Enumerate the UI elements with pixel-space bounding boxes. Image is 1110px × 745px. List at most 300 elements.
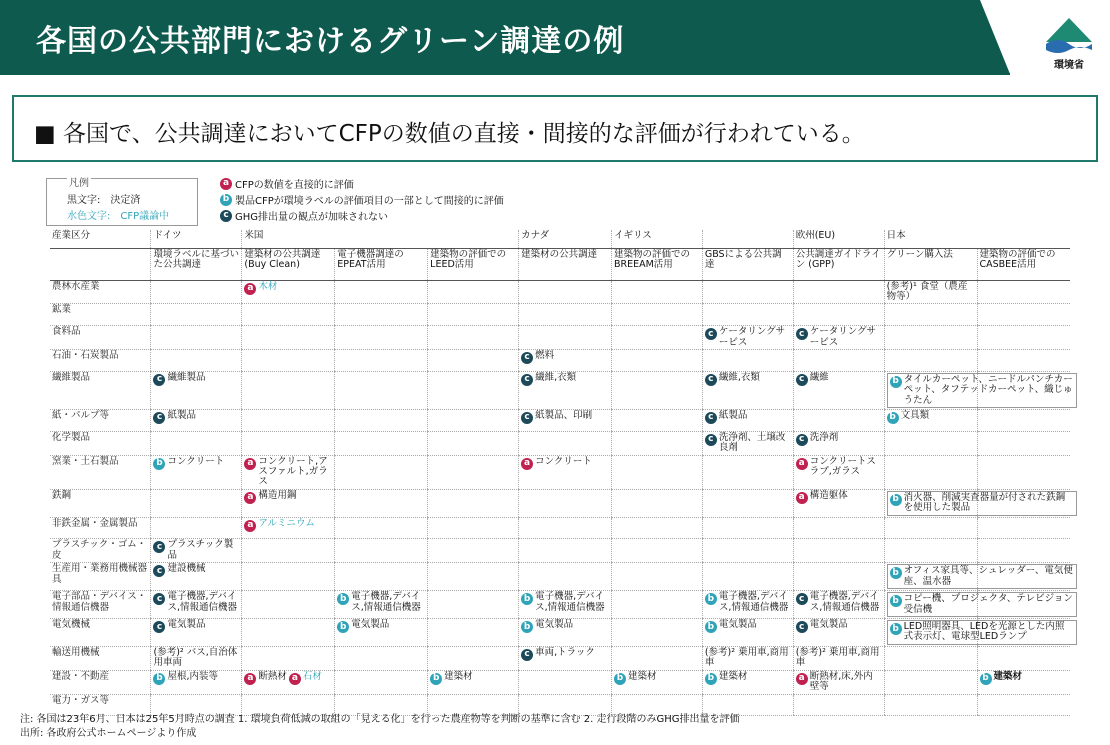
cell-text: 建設機械 bbox=[167, 563, 206, 575]
table-cell bbox=[977, 431, 1070, 455]
badge-a-icon: a bbox=[521, 458, 533, 470]
badge-c-icon: c bbox=[796, 328, 808, 340]
table-cell bbox=[702, 489, 793, 517]
table-cell bbox=[242, 431, 335, 455]
table-cell bbox=[428, 349, 519, 371]
badge-c-icon: c bbox=[220, 210, 232, 222]
industry-category: 建設・不動産 bbox=[50, 670, 151, 694]
footnote-note: 注: 各国は23年6月、日本は25年5月時点の調査 1. 環境負荷低減の取組の「見える化」を行った農産物等を判断の基準に含む 2. 走行段階のみGHG排出量を評価 bbox=[20, 714, 740, 725]
table-cell bbox=[702, 349, 793, 371]
summary-callout bbox=[12, 95, 1098, 162]
cell-entry bbox=[153, 564, 239, 577]
badge-b-icon: b bbox=[705, 621, 717, 633]
badge-b-icon: b bbox=[705, 673, 717, 685]
badge-b-icon: b bbox=[153, 673, 165, 685]
badge-b-icon: b bbox=[705, 593, 717, 605]
table-cell bbox=[611, 349, 702, 371]
table-cell bbox=[151, 591, 242, 619]
table-cell bbox=[519, 371, 612, 409]
cell-text: 建築材 bbox=[627, 670, 657, 682]
table-cell bbox=[884, 409, 977, 431]
badge-c-icon: c bbox=[796, 434, 808, 446]
cell-entry bbox=[705, 620, 791, 633]
badge-c-icon: c bbox=[153, 593, 165, 605]
table-cell bbox=[151, 409, 242, 431]
subheader: GBSによる公共調達 bbox=[702, 248, 793, 280]
cell-entry bbox=[337, 592, 425, 613]
cell-entry bbox=[887, 411, 975, 424]
footnote bbox=[20, 713, 740, 741]
table-cell bbox=[977, 349, 1070, 371]
badge-b-icon: b bbox=[890, 623, 902, 635]
cell-text: 紙製品、印刷 bbox=[535, 409, 593, 421]
cell-entry bbox=[705, 672, 791, 685]
table-cell bbox=[793, 349, 884, 371]
table-cell bbox=[519, 591, 612, 619]
table-cell bbox=[977, 539, 1070, 563]
table-cell bbox=[242, 280, 335, 304]
badge-b-icon: b bbox=[337, 621, 349, 633]
table-cell bbox=[793, 455, 884, 489]
cell-entry bbox=[521, 457, 609, 470]
badge-key-a bbox=[220, 176, 354, 191]
cell-entry bbox=[796, 491, 882, 504]
table-cell bbox=[335, 349, 428, 371]
cell-text: 建築材 bbox=[444, 670, 473, 682]
table-cell bbox=[611, 304, 702, 326]
cell-entry bbox=[244, 457, 332, 488]
table-cell bbox=[884, 304, 977, 326]
badge-a-icon: a bbox=[244, 520, 256, 532]
cell-text: 断熱材,床,外内壁等 bbox=[809, 670, 873, 693]
cell-text: タイルカーペット、ニードルパンチカーペット、タフテッドカーペット、織じゅうたん bbox=[903, 373, 1073, 406]
table-cell bbox=[519, 409, 612, 431]
badge-a-icon: a bbox=[796, 458, 808, 470]
table-cell bbox=[793, 371, 884, 409]
badge-b-icon: b bbox=[430, 673, 442, 685]
table-cell bbox=[242, 455, 335, 489]
table-cell bbox=[335, 409, 428, 431]
table-cell bbox=[793, 694, 884, 716]
badge-c-icon: c bbox=[153, 565, 165, 577]
table-cell bbox=[335, 371, 428, 409]
table-row bbox=[50, 619, 1070, 647]
table-cell bbox=[793, 670, 884, 694]
badge-c-icon: c bbox=[705, 374, 717, 386]
cell-entry bbox=[796, 457, 882, 478]
table-cell bbox=[884, 694, 977, 716]
table-cell bbox=[335, 455, 428, 489]
table-cell bbox=[884, 619, 1065, 647]
cell-text: 燃料 bbox=[535, 349, 555, 361]
badge-b-icon: b bbox=[890, 567, 902, 579]
table-cell bbox=[611, 371, 702, 409]
badge-key-b bbox=[220, 192, 504, 207]
badge-c-icon: c bbox=[153, 541, 165, 553]
table-cell bbox=[702, 371, 793, 409]
table-cell bbox=[884, 280, 977, 304]
table-row bbox=[50, 455, 1070, 489]
industry-category: 食料品 bbox=[50, 326, 151, 350]
table-cell bbox=[977, 326, 1070, 350]
table-cell bbox=[519, 455, 612, 489]
table-cell bbox=[702, 619, 793, 647]
table-cell bbox=[977, 646, 1070, 670]
cell-entry bbox=[521, 373, 609, 386]
table-cell bbox=[519, 563, 612, 591]
table-cell bbox=[884, 349, 977, 371]
table-cell bbox=[702, 409, 793, 431]
table-row bbox=[50, 409, 1070, 431]
cell-text: 構造用鋼 bbox=[258, 489, 297, 501]
cell-entry bbox=[796, 592, 882, 613]
table-cell bbox=[428, 670, 519, 694]
legend-box bbox=[46, 178, 198, 226]
table-cell bbox=[793, 539, 884, 563]
table-cell bbox=[151, 349, 242, 371]
table-cell bbox=[793, 431, 884, 455]
table-cell bbox=[519, 326, 612, 350]
badge-b-icon: b bbox=[890, 494, 902, 506]
cell-entry bbox=[705, 648, 791, 669]
badge-b-icon: b bbox=[521, 621, 533, 633]
badge-a-icon: a bbox=[796, 492, 808, 504]
country-japan: 日本 bbox=[884, 230, 1070, 248]
table-cell bbox=[335, 326, 428, 350]
badge-b-icon: b bbox=[887, 412, 899, 424]
table-cell bbox=[611, 517, 702, 539]
cell-entry bbox=[705, 411, 791, 424]
table-cell bbox=[428, 409, 519, 431]
cell-text: 消火器、削減実査器量が付された鉄鋼を使用した製品 bbox=[903, 491, 1066, 514]
cell-entry bbox=[244, 282, 332, 295]
industry-category: 化学製品 bbox=[50, 431, 151, 455]
cell-text: (参考)² 乗用車,商用車 bbox=[795, 646, 880, 669]
table-cell bbox=[519, 280, 612, 304]
cell-text: 繊維,衣類 bbox=[535, 371, 577, 383]
badge-c-icon: c bbox=[796, 593, 808, 605]
table-cell bbox=[884, 431, 977, 455]
table-cell bbox=[977, 694, 1070, 716]
cell-entry bbox=[153, 620, 239, 633]
table-cell bbox=[611, 670, 702, 694]
cell-entry bbox=[521, 411, 609, 424]
cell-entry bbox=[796, 373, 882, 386]
table-cell bbox=[884, 371, 1073, 409]
table-cell bbox=[793, 409, 884, 431]
cell-text: 建築材 bbox=[718, 670, 748, 682]
subheader: 公共調達ガイドライン (GPP) bbox=[793, 248, 884, 280]
table-cell bbox=[428, 489, 519, 517]
badge-c-icon: c bbox=[796, 621, 808, 633]
table-cell bbox=[428, 517, 519, 539]
industry-category: 紙・パルプ等 bbox=[50, 409, 151, 431]
table-cell bbox=[702, 670, 793, 694]
table-cell bbox=[151, 670, 242, 694]
cell-text: オフィス家具等、シュレッダー、電気便座、温水器 bbox=[903, 565, 1073, 587]
table-cell bbox=[611, 646, 702, 670]
industry-header: 産業区分 bbox=[50, 230, 151, 248]
table-cell bbox=[428, 431, 519, 455]
table-cell bbox=[702, 455, 793, 489]
table-cell bbox=[242, 670, 335, 694]
cell-text: 石材 bbox=[302, 670, 322, 682]
industry-subheader bbox=[50, 248, 151, 280]
table-cell bbox=[428, 619, 519, 647]
table-cell bbox=[884, 539, 977, 563]
badge-c-icon: c bbox=[521, 649, 533, 661]
table-cell bbox=[428, 563, 519, 591]
table-row bbox=[50, 517, 1070, 539]
cell-entry bbox=[705, 327, 791, 348]
table-cell bbox=[611, 409, 702, 431]
cell-text: 洗浄剤、土壌改良剤 bbox=[718, 431, 786, 454]
table-cell bbox=[977, 455, 1070, 489]
cell-entry bbox=[153, 592, 239, 613]
table-cell bbox=[977, 517, 1070, 539]
table-row bbox=[50, 304, 1070, 326]
cell-entry bbox=[796, 327, 882, 348]
cell-text: アルミニウム bbox=[258, 517, 315, 529]
table-cell bbox=[611, 619, 702, 647]
table-row bbox=[50, 431, 1070, 455]
cell-text: 洗浄剤 bbox=[809, 431, 839, 443]
footnote-source: 出所: 各政府公式ホームページより作成 bbox=[20, 728, 197, 739]
badge-b-icon: b bbox=[153, 458, 165, 470]
legend-cyan-text: 水色文字: CFP議論中 bbox=[67, 211, 170, 222]
table-cell bbox=[611, 563, 702, 591]
table-row bbox=[50, 489, 1070, 517]
table-cell bbox=[519, 349, 612, 371]
table-cell bbox=[242, 517, 335, 539]
cell-text: コンクリートスラブ,ガラス bbox=[809, 455, 876, 477]
table-cell bbox=[884, 591, 1073, 619]
cell-entry bbox=[705, 592, 791, 613]
badge-b-icon: b bbox=[220, 194, 232, 206]
cell-text: 電子機器,デバイス,情報通信機器 bbox=[809, 591, 880, 613]
table-cell bbox=[335, 619, 428, 647]
boxed-entry bbox=[887, 620, 1077, 645]
table-cell bbox=[611, 455, 702, 489]
table-cell bbox=[884, 326, 977, 350]
table-cell bbox=[151, 539, 242, 563]
cell-entry bbox=[153, 648, 239, 669]
table-cell bbox=[242, 326, 335, 350]
cell-text: プラスチック製品 bbox=[167, 539, 234, 561]
cell-text: 電気製品 bbox=[809, 619, 848, 630]
cell-text: コンクリート bbox=[167, 455, 225, 467]
table-cell bbox=[151, 455, 242, 489]
cell-text: 構造躯体 bbox=[809, 489, 848, 501]
table-cell bbox=[793, 646, 884, 670]
cell-text: (参考)¹ 食堂（農産物等） bbox=[886, 280, 968, 302]
cell-text: 紙製品 bbox=[167, 409, 196, 421]
cell-entry bbox=[705, 373, 791, 386]
boxed-entry bbox=[887, 491, 1077, 516]
cell-text: 屋根,内装等 bbox=[167, 670, 219, 682]
cell-text: 電子機器,デバイス,情報通信機器 bbox=[167, 591, 238, 613]
table-cell bbox=[242, 646, 335, 670]
table-cell bbox=[428, 539, 519, 563]
badge-key-label: CFPの数値を直接的に評価 bbox=[235, 180, 354, 191]
cell-entry bbox=[521, 648, 609, 661]
cell-text: 繊維,衣類 bbox=[718, 371, 760, 383]
table-row bbox=[50, 371, 1070, 409]
table-body bbox=[50, 280, 1073, 716]
cell-entry bbox=[153, 672, 239, 685]
table-cell bbox=[702, 280, 793, 304]
table-cell bbox=[702, 517, 793, 539]
cell-text: LED照明器具、LEDを光源とした内照式表示灯、電球型LEDランプ bbox=[903, 621, 1065, 643]
cell-text: 建築材 bbox=[993, 670, 1023, 682]
cell-text: 繊維 bbox=[809, 371, 829, 383]
table-cell bbox=[428, 455, 519, 489]
table-cell bbox=[335, 431, 428, 455]
legend-black-text: 黒文字: 決定済 bbox=[67, 195, 141, 206]
cell-entry bbox=[153, 457, 239, 470]
subheader: グリーン購入法 bbox=[884, 248, 977, 280]
table-cell bbox=[519, 670, 612, 694]
cell-text: 車両,トラック bbox=[535, 646, 595, 658]
table-cell bbox=[611, 280, 702, 304]
cell-text: コンクリート bbox=[535, 455, 592, 467]
table-cell bbox=[151, 646, 242, 670]
table-cell bbox=[793, 517, 884, 539]
industry-category: 窯業・土石製品 bbox=[50, 455, 151, 489]
industry-category: 非鉄金属・金属製品 bbox=[50, 517, 151, 539]
cell-text: ケータリングサービス bbox=[718, 326, 786, 348]
country-uk: イギリス bbox=[611, 230, 702, 248]
country-germany: ドイツ bbox=[151, 230, 242, 248]
table-cell bbox=[519, 619, 612, 647]
cell-entry bbox=[796, 433, 882, 446]
industry-category: 電子部品・デバイス・情報通信機器 bbox=[50, 591, 151, 619]
table-cell bbox=[242, 489, 335, 517]
table-row bbox=[50, 670, 1070, 694]
country-eu: 欧州(EU) bbox=[793, 230, 884, 248]
table-cell bbox=[151, 304, 242, 326]
table-cell bbox=[519, 431, 612, 455]
cell-entry bbox=[521, 592, 609, 613]
table-cell bbox=[242, 371, 335, 409]
table-cell bbox=[793, 563, 884, 591]
table-cell bbox=[519, 304, 612, 326]
legend-title: 凡例 bbox=[67, 174, 91, 189]
ministry-logo bbox=[1040, 14, 1098, 72]
cell-entry bbox=[153, 411, 239, 424]
table-cell bbox=[519, 517, 612, 539]
summary-text: ■ 各国で、公共調達においてCFPの数値の直接・間接的な評価が行われている。 bbox=[34, 121, 865, 147]
table-cell bbox=[519, 489, 612, 517]
table-cell bbox=[519, 539, 612, 563]
logo-label: 環境省 bbox=[1054, 60, 1084, 71]
badge-a-icon: a bbox=[220, 178, 232, 190]
cell-text: 電子機器,デバイス,情報通信機器 bbox=[718, 591, 789, 613]
badge-a-icon: a bbox=[244, 673, 256, 685]
table-cell bbox=[335, 591, 428, 619]
table-cell bbox=[611, 326, 702, 350]
table-cell bbox=[151, 563, 242, 591]
table-cell bbox=[151, 371, 242, 409]
cell-entry bbox=[153, 373, 239, 386]
table-cell bbox=[151, 431, 242, 455]
table-cell bbox=[977, 409, 1070, 431]
badge-c-icon: c bbox=[796, 374, 808, 386]
table-cell bbox=[793, 619, 884, 647]
table-cell bbox=[151, 326, 242, 350]
cell-text: (参考)² バス,自治体用車両 bbox=[153, 646, 238, 669]
table-cell bbox=[702, 431, 793, 455]
ministry-logo-icon bbox=[1040, 14, 1098, 58]
subheader: 建築材の公共調達 bbox=[519, 248, 612, 280]
cell-text: コピー機、プロジェクタ、テレビジョン受信機 bbox=[903, 593, 1073, 615]
table-cell bbox=[242, 349, 335, 371]
table-cell bbox=[793, 591, 884, 619]
badge-c-icon: c bbox=[153, 621, 165, 633]
table-cell bbox=[977, 670, 1070, 694]
cell-entry bbox=[980, 672, 1069, 685]
table-row bbox=[50, 646, 1070, 670]
industry-category: 電力・ガス等 bbox=[50, 694, 151, 716]
table-cell bbox=[151, 517, 242, 539]
table-row bbox=[50, 326, 1070, 350]
badge-b-icon: b bbox=[337, 593, 349, 605]
badge-key-label: GHG排出量の観点が加味されない bbox=[235, 212, 389, 223]
table-cell bbox=[793, 304, 884, 326]
badge-c-icon: c bbox=[521, 352, 533, 364]
badge-c-icon: c bbox=[521, 412, 533, 424]
cell-entry bbox=[887, 282, 975, 303]
cell-text: 紙製品 bbox=[718, 409, 748, 421]
table-cell bbox=[151, 619, 242, 647]
industry-category: 石油・石炭製品 bbox=[50, 349, 151, 371]
country-canada: カナダ bbox=[519, 230, 612, 248]
table-cell bbox=[884, 670, 977, 694]
industry-category: 鉄鋼 bbox=[50, 489, 151, 517]
industry-category: 生産用・業務用機械器具 bbox=[50, 563, 151, 591]
table-cell bbox=[151, 280, 242, 304]
table-cell bbox=[242, 539, 335, 563]
table-cell bbox=[884, 455, 977, 489]
badge-a-icon: a bbox=[244, 283, 256, 295]
badge-b-icon: b bbox=[614, 673, 626, 685]
subheader: 建築物の評価でのBREEAM活用 bbox=[611, 248, 702, 280]
table-cell bbox=[428, 646, 519, 670]
table-cell bbox=[793, 280, 884, 304]
cell-entry bbox=[521, 351, 609, 364]
cell-entry bbox=[614, 672, 700, 685]
table-cell bbox=[151, 489, 242, 517]
table-cell bbox=[242, 304, 335, 326]
cell-text: 電気製品 bbox=[718, 619, 757, 630]
cell-text: (参考)² 乗用車,商用車 bbox=[704, 646, 789, 669]
table-cell bbox=[335, 646, 428, 670]
badge-c-icon: c bbox=[705, 328, 717, 340]
table-cell bbox=[428, 326, 519, 350]
badge-c-icon: c bbox=[705, 412, 717, 424]
table-cell bbox=[428, 304, 519, 326]
table-cell bbox=[977, 304, 1070, 326]
table-cell bbox=[884, 517, 977, 539]
table-cell bbox=[884, 646, 977, 670]
badge-c-icon: c bbox=[153, 374, 165, 386]
table-cell bbox=[702, 304, 793, 326]
badge-c-icon: c bbox=[521, 374, 533, 386]
cell-entry bbox=[796, 672, 882, 693]
industry-category: 鉱業 bbox=[50, 304, 151, 326]
table-cell bbox=[335, 539, 428, 563]
cell-text: 木材 bbox=[258, 280, 278, 292]
